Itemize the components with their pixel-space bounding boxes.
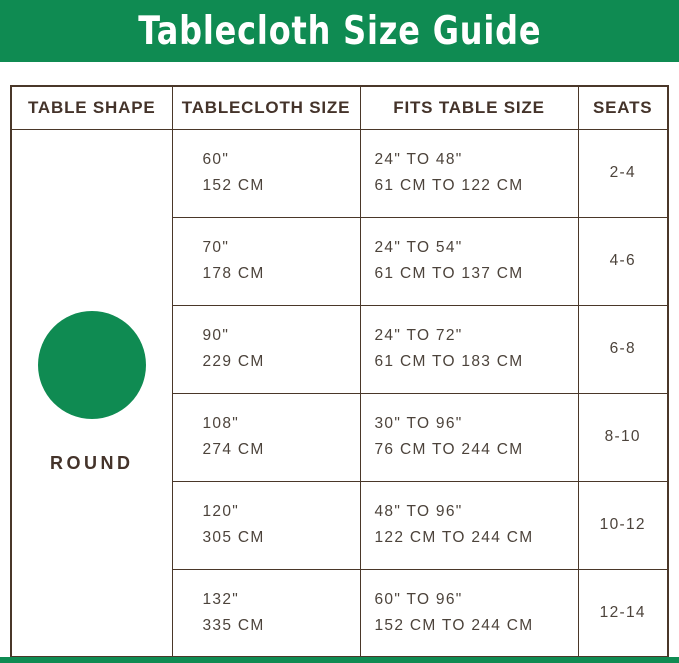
tablecloth-size-cell (172, 129, 360, 217)
table-row (11, 129, 668, 217)
size-cm: 178 CM (202, 265, 265, 282)
fits-inches: 24" TO 48" (374, 151, 463, 169)
size-inches: 108" (202, 415, 240, 433)
table-shape-cell (11, 129, 172, 657)
seats-cell: 12-14 (578, 569, 668, 657)
fits-cm: 61 CM TO 137 CM (374, 265, 524, 282)
fits-cm: 61 CM TO 183 CM (374, 353, 524, 370)
fits-table-size-cell (360, 305, 578, 393)
seats-cell: 4-6 (578, 217, 668, 305)
fits-inches: 24" TO 72" (374, 327, 463, 345)
seats-cell: 8-10 (578, 393, 668, 481)
size-cm: 274 CM (202, 441, 265, 458)
fits-cm: 122 CM TO 244 CM (374, 529, 534, 546)
shape-group (13, 311, 171, 474)
tablecloth-size-cell (172, 569, 360, 657)
seats-cell: 10-12 (578, 481, 668, 569)
size-cm: 152 CM (202, 177, 265, 194)
bottom-accent-bar (0, 657, 679, 663)
size-inches: 120" (202, 503, 240, 521)
title-banner (0, 0, 679, 62)
tablecloth-size-cell (172, 481, 360, 569)
tablecloth-size-cell (172, 393, 360, 481)
size-cm: 305 CM (202, 529, 265, 546)
size-inches: 90" (202, 327, 230, 345)
column-header-tablecloth-size: TABLECLOTH SIZE (172, 86, 360, 129)
table-header-row (11, 86, 668, 129)
fits-cm: 152 CM TO 244 CM (374, 616, 534, 634)
column-header-fits-table-size: FITS TABLE SIZE (360, 86, 578, 129)
fits-table-size-cell (360, 393, 578, 481)
round-shape-icon (38, 311, 146, 419)
page-title: Tablecloth Size Guide (137, 8, 542, 54)
seats-cell: 6-8 (578, 305, 668, 393)
column-header-table-shape: TABLE SHAPE (11, 86, 172, 129)
fits-table-size-cell (360, 217, 578, 305)
tablecloth-size-cell (172, 217, 360, 305)
size-table-body (11, 129, 668, 657)
column-header-seats: SEATS (578, 86, 668, 129)
size-cm: 229 CM (202, 353, 265, 370)
seats-cell: 2-4 (578, 129, 668, 217)
fits-inches: 24" TO 54" (374, 239, 463, 257)
size-inches: 70" (202, 239, 230, 257)
size-guide-table (10, 85, 669, 658)
shape-label: ROUND (50, 453, 134, 474)
fits-table-size-cell (360, 129, 578, 217)
fits-table-size-cell (360, 481, 578, 569)
fits-inches: 60" TO 96" (374, 591, 463, 609)
fits-cm: 61 CM TO 122 CM (374, 177, 524, 194)
size-inches: 60" (202, 151, 230, 169)
fits-inches: 48" TO 96" (374, 503, 463, 521)
fits-table-size-cell (360, 569, 578, 657)
tablecloth-size-cell (172, 305, 360, 393)
size-cm: 335 CM (202, 616, 265, 634)
fits-inches: 30" TO 96" (374, 415, 463, 433)
fits-cm: 76 CM TO 244 CM (374, 441, 524, 458)
size-inches: 132" (202, 591, 240, 609)
